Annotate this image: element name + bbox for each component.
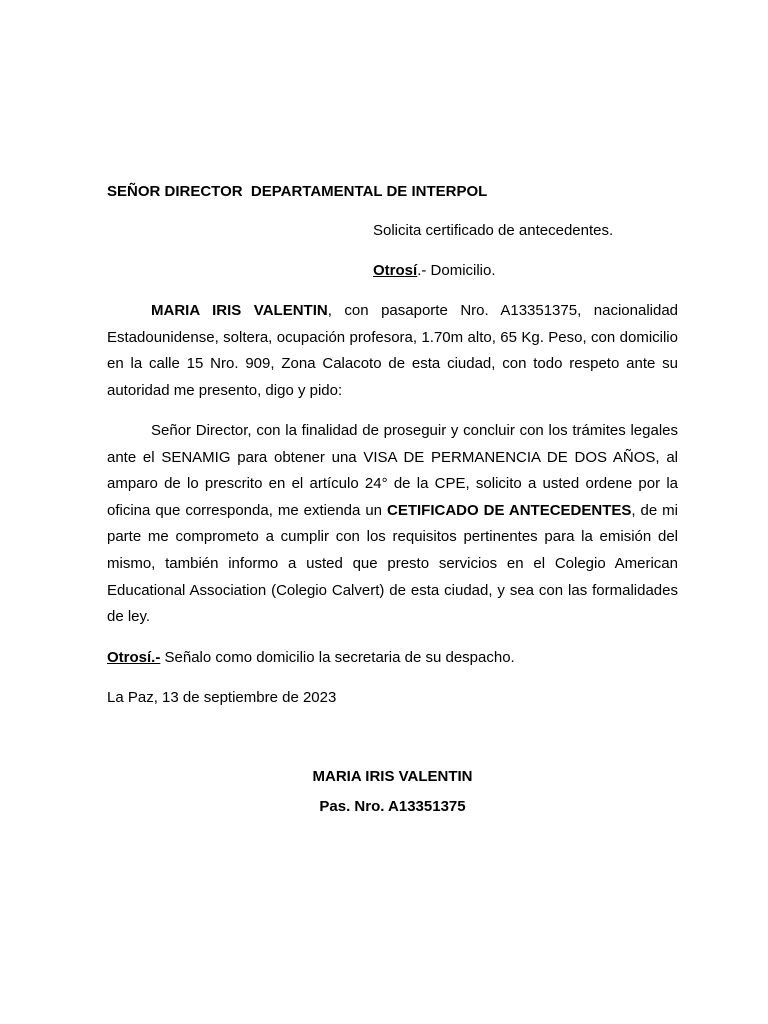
- introduction-text: , con pasaporte Nro. A13351375, nacionalidad Estadounidense, soltera, ocupación profesora, 1.70m alto, 65 Kg. Peso, con domicilio en la calle 15 Nro. 909, Zona Calacoto de esta ciudad, con todo respeto ante su autoridad me presento, digo y pido:: [107, 302, 679, 399]
- otrosi-summary: [373, 262, 496, 280]
- subject-line: Solicita certificado de antecedentes.: [373, 222, 614, 239]
- request-paragraph: [107, 418, 678, 631]
- addressee-heading: SEÑOR DIRECTOR DEPARTAMENTAL DE INTERPOL: [107, 183, 488, 200]
- signature-name: MARIA IRIS VALENTIN: [312, 768, 473, 785]
- date-line: La Paz, 13 de septiembre de 2023: [107, 689, 337, 706]
- signature-passport: Pas. Nro. A13351375: [319, 798, 466, 815]
- otrosi-summary-text: .- Domicilio.: [417, 262, 496, 279]
- request-text-after: , de mi parte me comprometo a cumplir con los requisitos pertinentes para la emisión del mismo, también informo a usted que presto servicios en el Colegio American Educational Association (Colegio Calvert) de esta ciudad, y sea con las formalidades de ley.: [107, 501, 678, 626]
- applicant-name: MARIA IRIS VALENTIN: [151, 302, 328, 319]
- otrosi-bottom-text: Señalo como domicilio la secretaria de su despacho.: [160, 649, 515, 666]
- otrosi-paragraph: [107, 649, 515, 667]
- otrosi-label: Otrosí: [373, 262, 418, 279]
- certificate-name: CETIFICADO DE ANTECEDENTES: [386, 501, 632, 519]
- introduction-paragraph: [107, 298, 678, 404]
- request-text-before: Señor Director, con la finalidad de proseguir y concluir con los trámites legales ante el SENAMIG para obtener una VISA DE PERMANENCIA DE DOS AÑOS, al amparo de lo prescrito en el artículo 24° de la CPE, solicito a usted ordene por la oficina que corresponda, me extienda un: [107, 422, 678, 519]
- otrosi-bottom-label: Otrosí.-: [107, 649, 161, 666]
